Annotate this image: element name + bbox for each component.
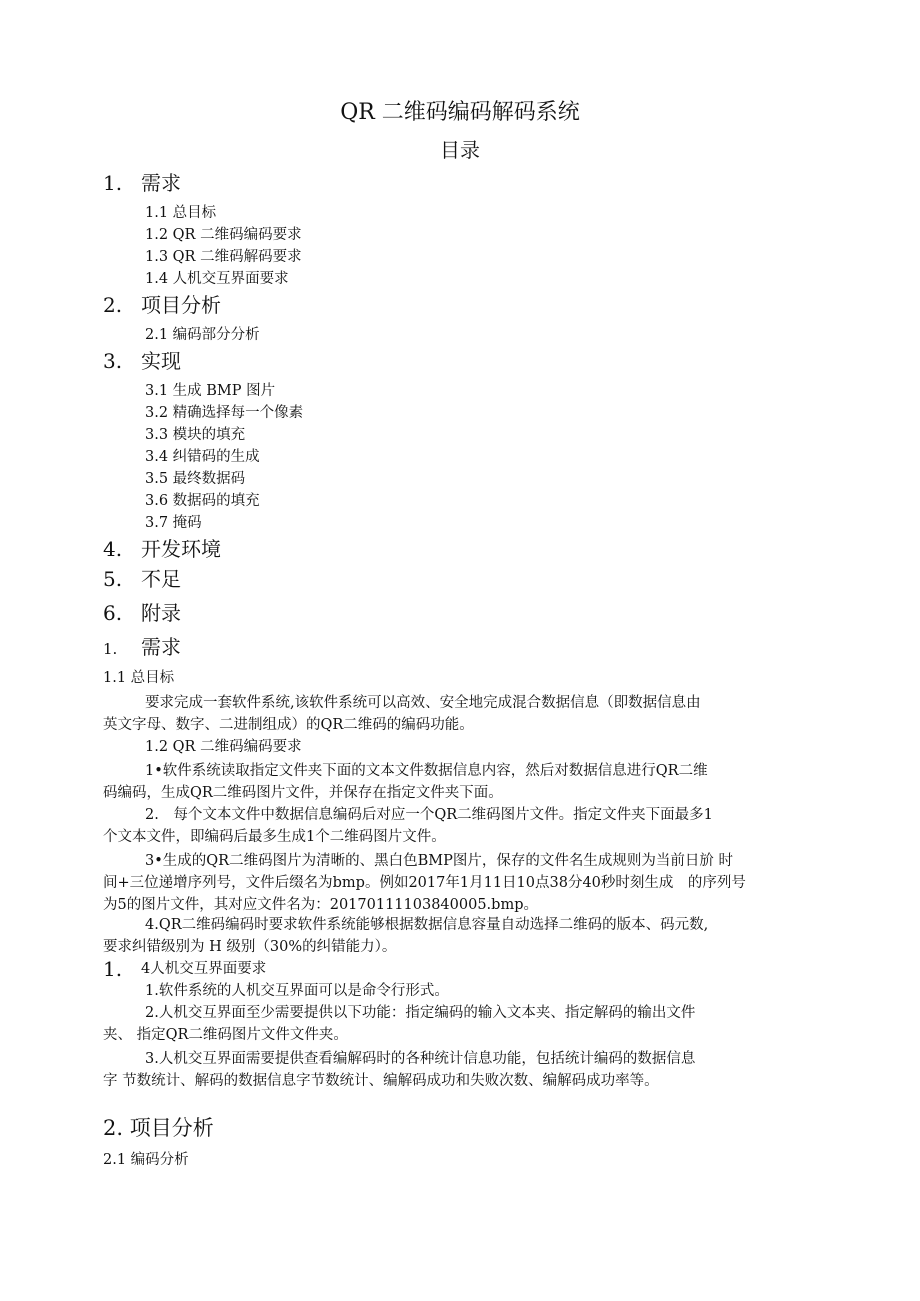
toc-num: 5. <box>103 567 123 591</box>
subsection-heading: 1.2 QR 二维码编码要求 <box>145 739 302 755</box>
section-heading <box>103 637 181 657</box>
paragraph-line: 为5的图片文件，其对应文件名为：20170111103840005.bmp。 <box>103 897 538 913</box>
toc-heading <box>103 569 181 589</box>
toc-item: 3.6 数据码的填充 <box>145 493 260 509</box>
toc-item: 3.7 掩码 <box>145 515 202 531</box>
toc-num: 3. <box>103 349 123 373</box>
toc-item: 3.5 最终数据码 <box>145 471 246 487</box>
toc-title: 目录 <box>440 138 480 162</box>
document-title: QR 二维码编码解码系统 <box>340 100 580 125</box>
paragraph-line: 2.人机交互界面至少需要提供以下功能：指定编码的输入文本夹、指定解码的输出文件 <box>145 1005 696 1021</box>
paragraph-line: 2. 每个文本文件中数据信息编码后对应一个QR二维码图片文件。指定文件夹下面最多1 <box>145 807 713 823</box>
toc-item: 3.4 纠错码的生成 <box>145 449 260 465</box>
paragraph-line: 英文字母、数字、二进制组成）的QR二维码的编码功能。 <box>103 717 474 733</box>
toc-item: 3.1 生成 BMP 图片 <box>145 383 276 399</box>
toc-item: 3.2 精确选择每一个像素 <box>145 405 304 421</box>
toc-heading <box>103 351 181 371</box>
paragraph-line: 要求完成一套软件系统,该软件系统可以高效、安全地完成混合数据信息（即数据信息由 <box>145 695 701 711</box>
paragraph-line: 3.人机交互界面需要提供查看编解码时的各种统计信息功能，包括统计编码的数据信息 <box>145 1051 696 1067</box>
toc-label: 附录 <box>141 601 181 625</box>
section-heading: 2. 项目分析 <box>103 1116 214 1140</box>
toc-label: 项目分析 <box>141 293 221 317</box>
toc-heading <box>103 173 181 193</box>
toc-item: 1.1 总目标 <box>145 205 217 221</box>
toc-item: 1.2 QR 二维码编码要求 <box>145 227 302 243</box>
toc-label: 开发环境 <box>141 537 221 561</box>
toc-num: 6. <box>103 601 123 625</box>
paragraph-line: 间+三位递增序列号，文件后缀名为bmp。例如2017年1月11日10点38分40秒时刻生成 的序列号 <box>103 875 746 891</box>
toc-label: 需求 <box>141 171 181 195</box>
toc-num: 2. <box>103 293 123 317</box>
toc-num: 4. <box>103 537 123 561</box>
subsection-heading: 1.1 总目标 <box>103 670 175 686</box>
paragraph-line: 3•生成的QR二维码图片为清晰的、黑白色BMP图片，保存的文件名生成规则为当前日斺 时 <box>145 853 733 869</box>
subsection-heading: 2.1 编码分析 <box>103 1152 189 1168</box>
paragraph-line: 要求纠错级别为 H 级别（30%的纠错能力）。 <box>103 939 397 955</box>
paragraph-line: 1•软件系统读取指定文件夹下面的文本文件数据信息内容，然后对数据信息进行QR二维 <box>145 763 708 779</box>
section-num: 1. <box>103 957 123 981</box>
toc-item: 1.3 QR 二维码解码要求 <box>145 249 302 265</box>
paragraph-line: 个文本文件，即编码后最多生成1个二维码图片文件。 <box>103 829 446 845</box>
section-num: 1. <box>103 640 118 658</box>
subsection-heading: 4人机交互界面要求 <box>141 961 267 977</box>
toc-heading <box>103 603 181 623</box>
paragraph-line: 1.软件系统的人机交互界面可以是命令行形式。 <box>145 983 449 999</box>
toc-item: 3.3 模块的填充 <box>145 427 246 443</box>
section-label: 需求 <box>141 635 181 659</box>
toc-heading <box>103 295 221 315</box>
paragraph-line: 夹、 指定QR二维码图片文件文件夹。 <box>103 1027 348 1043</box>
paragraph-line: 码编码，生成QR二维码图片文件，并保存在指定文件夹下面。 <box>103 785 503 801</box>
paragraph-line: 字 节数统计、解码的数据信息字节数统计、编解码成功和失败次数、编解码成功率等。 <box>103 1073 659 1089</box>
toc-num: 1. <box>103 171 123 195</box>
paragraph-line: 4.QR二维码编码时要求软件系统能够根据数据信息容量自动选择二维码的版本、码元数, <box>145 917 709 933</box>
toc-item: 2.1 编码部分分析 <box>145 327 260 343</box>
toc-heading <box>103 539 221 559</box>
toc-item: 1.4 人机交互界面要求 <box>145 271 289 287</box>
toc-label: 实现 <box>141 349 181 373</box>
toc-label: 不足 <box>141 567 181 591</box>
